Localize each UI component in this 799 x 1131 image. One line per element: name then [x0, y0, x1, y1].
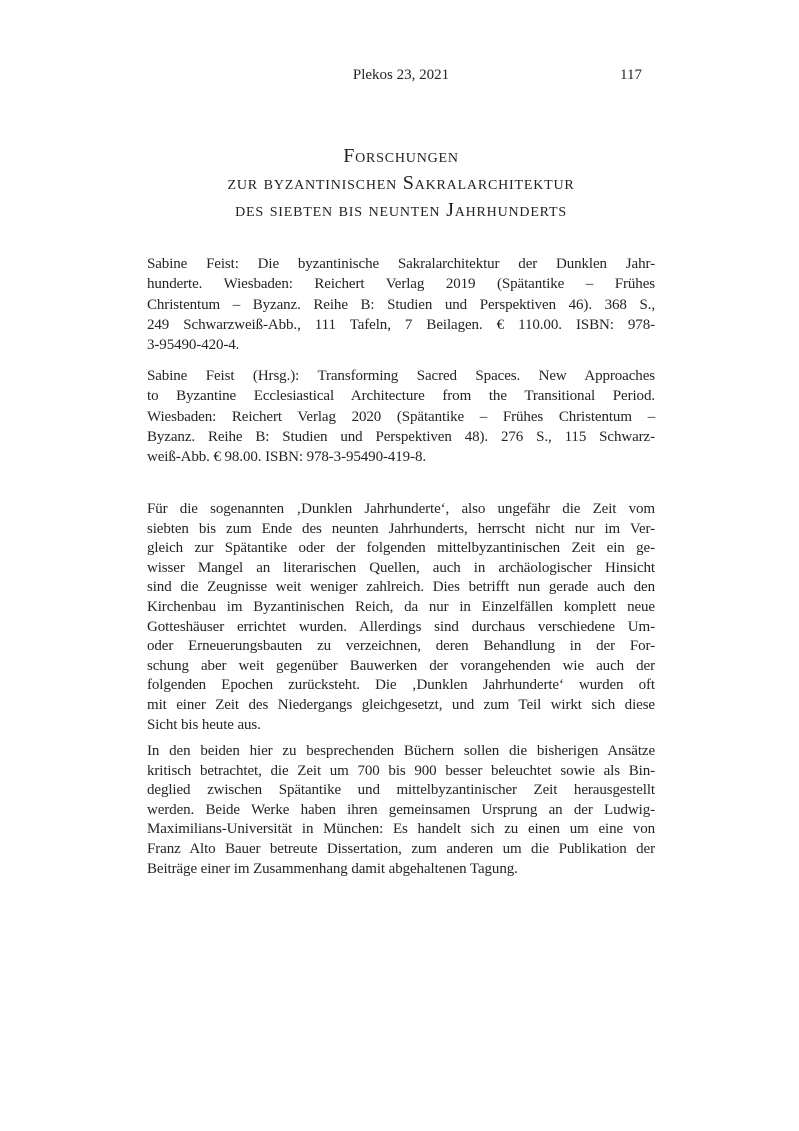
text-line: Kirchenbau im Byzantinischen Reich, da nur in Einzelfällen komplett neue — [147, 598, 655, 615]
text-line: zur byzantinischen Sakralarchitektur — [227, 172, 575, 194]
body-paragraph-1 — [147, 500, 655, 735]
text-line: Sabine Feist: Die byzantinische Sakralarchitektur der Dunklen Jahr- — [147, 256, 655, 272]
text-line: Christentum – Byzanz. Reihe B: Studien und Perspektiven 46). 368 S., — [147, 296, 655, 313]
text-line: sind die Zeugnisse weit weniger zahlreich. Dies betrifft nun gerade auch den — [147, 579, 655, 596]
text-line: Sabine Feist (Hrsg.): Transforming Sacred Spaces. New Approaches — [147, 368, 655, 384]
text-line: deglied zwischen Spätantike und mittelbyzantinischer Zeit herausgestellt — [147, 782, 655, 799]
page-number: 117 — [620, 67, 642, 83]
text-line: wisser Mangel an literarischen Quellen, auch in archäologischer Hinsicht — [147, 559, 655, 576]
text-line: 3-95490-420-4. — [147, 337, 240, 354]
text-line: schung aber weit gegenüber Bauwerken der vorangehenden wie auch der — [147, 657, 655, 674]
text-line: 249 Schwarzweiß-Abb., 111 Tafeln, 7 Beilagen. € 110.00. ISBN: 978- — [147, 316, 655, 333]
text-line: Maximilians-Universität in München: Es handelt sich zu einen um eine von — [147, 821, 655, 838]
text-line: Byzanz. Reihe B: Studien und Perspektiven 48). 276 S., 115 Schwarz- — [147, 428, 655, 445]
text-line: Franz Alto Bauer betreute Dissertation, zum anderen um die Publikation der — [147, 840, 655, 857]
body-paragraph-2 — [147, 742, 655, 879]
text-line: Für die sogenannten ‚Dunklen Jahrhunderte‘, also ungefähr die Zeit vom — [147, 501, 655, 517]
text-line: des siebten bis neunten Jahrhunderts — [235, 199, 567, 221]
text-line: folgenden Epochen zurücksteht. Die ‚Dunklen Jahrhunderte‘ wurden oft — [147, 677, 655, 694]
text-line: to Byzantine Ecclesiastical Architecture from the Transitional Period. — [147, 388, 655, 405]
running-header — [147, 66, 655, 85]
text-line: werden. Beide Werke haben ihren gemeinsamen Ursprung an der Ludwig- — [147, 801, 655, 818]
text-line: mit einer Zeit des Niedergangs gleichgesetzt, und zum Teil wirkt sich diese — [147, 696, 655, 713]
journal-issue-label: Plekos 23, 2021 — [352, 67, 450, 83]
text-line: In den beiden hier zu besprechenden Büchern sollen die bisherigen Ansätze — [147, 743, 655, 759]
text-line: siebten bis zum Ende des neunten Jahrhunderts, herrscht nicht nur im Ver- — [147, 520, 655, 537]
text-line: Sicht bis heute aus. — [147, 716, 261, 733]
text-line: hunderte. Wiesbaden: Reichert Verlag 2019 (Spätantike – Frühes — [147, 276, 655, 293]
bibliography-entry-book-2 — [147, 366, 655, 467]
text-line: Beiträge einer im Zusammenhang damit abgehaltenen Tagung. — [147, 860, 518, 877]
text-line: Forschungen — [343, 145, 459, 167]
text-line: Wiesbaden: Reichert Verlag 2020 (Spätantike – Frühes Christentum – — [147, 408, 655, 425]
text-line: kritisch betrachtet, die Zeit um 700 bis 900 besser beleuchtet sowie als Bin- — [147, 762, 655, 779]
article-title — [147, 143, 655, 224]
text-line: oder Erneuerungsbauten zu verzeichnen, deren Behandlung in der For- — [147, 638, 655, 655]
text-line: gleich zur Spätantike oder der folgenden mittelbyzantinischen Zeit ein ge- — [147, 540, 655, 557]
bibliography-entry-book-1 — [147, 254, 655, 355]
text-line: Gotteshäuser errichtet wurden. Allerdings sind durchaus verschiedene Um- — [147, 618, 655, 635]
text-line: weiß-Abb. € 98.00. ISBN: 978-3-95490-419-8. — [147, 449, 427, 466]
